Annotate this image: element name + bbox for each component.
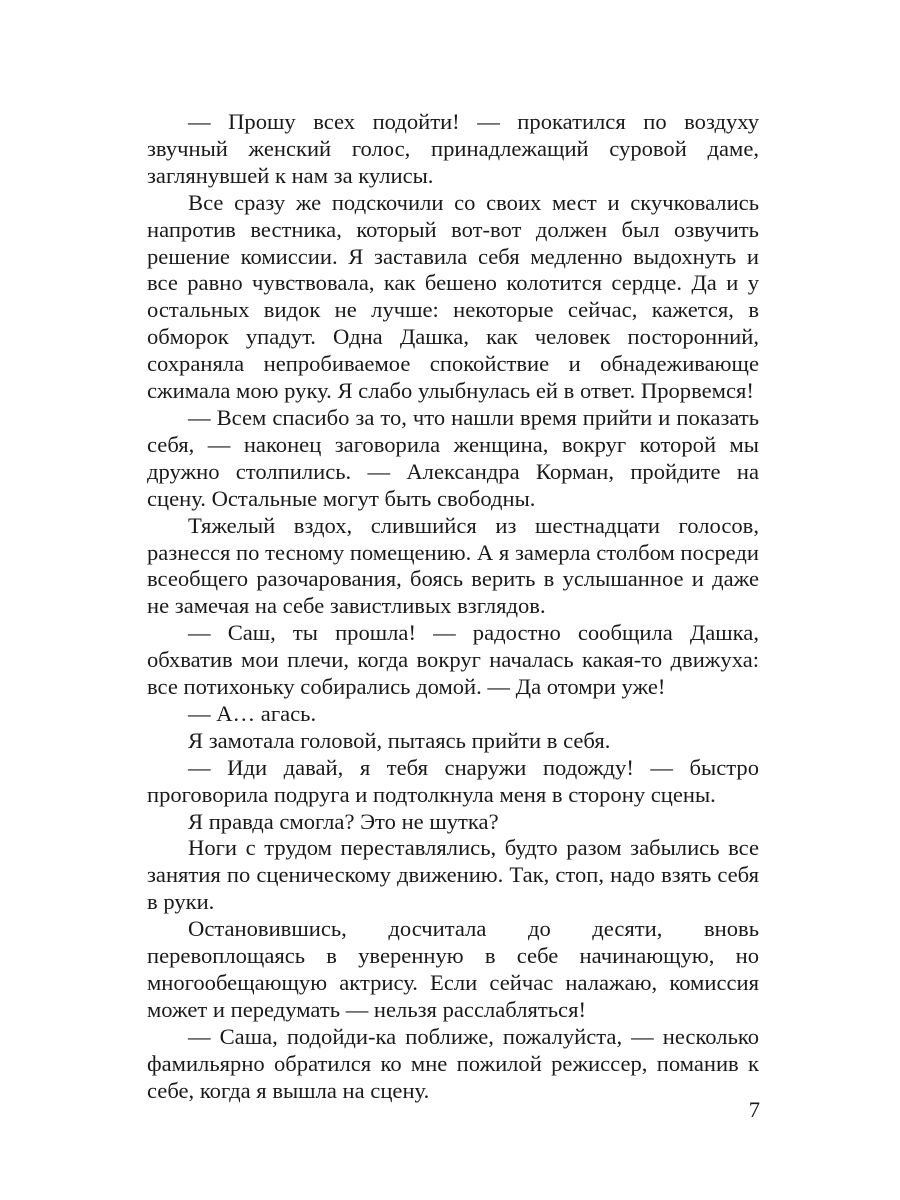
paragraph: — Саш, ты прошла! — радостно сообщила Дашка, обхватив мои плечи, когда вокруг началась какая-то движуха: все потихоньку собирались домой. — Да отомри уже! [147,620,759,700]
paragraph: — Прошу всех подойти! — прокатился по воздуху звучный женский голос, принадлежащий суровой даме, заглянувшей к нам за кулисы. [147,109,759,188]
paragraph: Все сразу же подскочили со своих мест и скучковались напротив вестника, который вот-вот должен был озвучить решение комиссии. Я заставила себя медленно выдохнуть и все равно чувствовала, как бешено колотится сердце. Да и у остальных видок не лучше: некоторые сейчас, кажется, в обморок упадут. Одна Дашка, как человек посторонний, сохраняла непробиваемое спокойствие и обнадеживающе сжимала мою руку. Я слабо улыбнулась ей в ответ. Прорвемся! [147,189,759,404]
paragraph: Я правда смогла? Это не шутка? [188,808,499,834]
page-number: 7 [748,1097,760,1122]
paragraph: — Иди давай, я тебя снаружи подожду! — быстро проговорила подруга и подтолкнула меня в сторону сцены. [147,754,759,807]
page-text [147,109,759,1105]
paragraph: Я замотала головой, пытаясь прийти в себя. [188,727,611,753]
paragraph: Ноги с трудом переставлялись, будто разом забылись все занятия по сценическому движению. Так, стоп, надо взять себя в руки. [147,835,759,915]
paragraph: Тяжелый вздох, слившийся из шестнадцати голосов, разнесся по тесному помещению. А я замерла столбом посреди всеобщего разочарования, боясь верить в услышанное и даже не замечая на себе завистливых взглядов. [147,512,759,619]
paragraph: — Всем спасибо за то, что нашли время прийти и показать себя, — наконец заговорила женщина, вокруг которой мы дружно столпились. — Александра Корман, пройдите на сцену. Остальные могут быть свободны. [147,404,759,511]
paragraph: — Саша, подойди-ка поближе, пожалуйста, — несколько фамильярно обратился ко мне пожилой режиссер, поманив к себе, когда я вышла на сцену. [147,1023,759,1103]
paragraph: Остановившись, досчитала до десяти, вновь перевоплощаясь в уверенную в себе начинающую, но многообещающую актрису. Если сейчас налажаю, комиссия может и передумать — нельзя расслабляться! [147,916,759,1022]
paragraph: — А… агась. [188,700,317,726]
